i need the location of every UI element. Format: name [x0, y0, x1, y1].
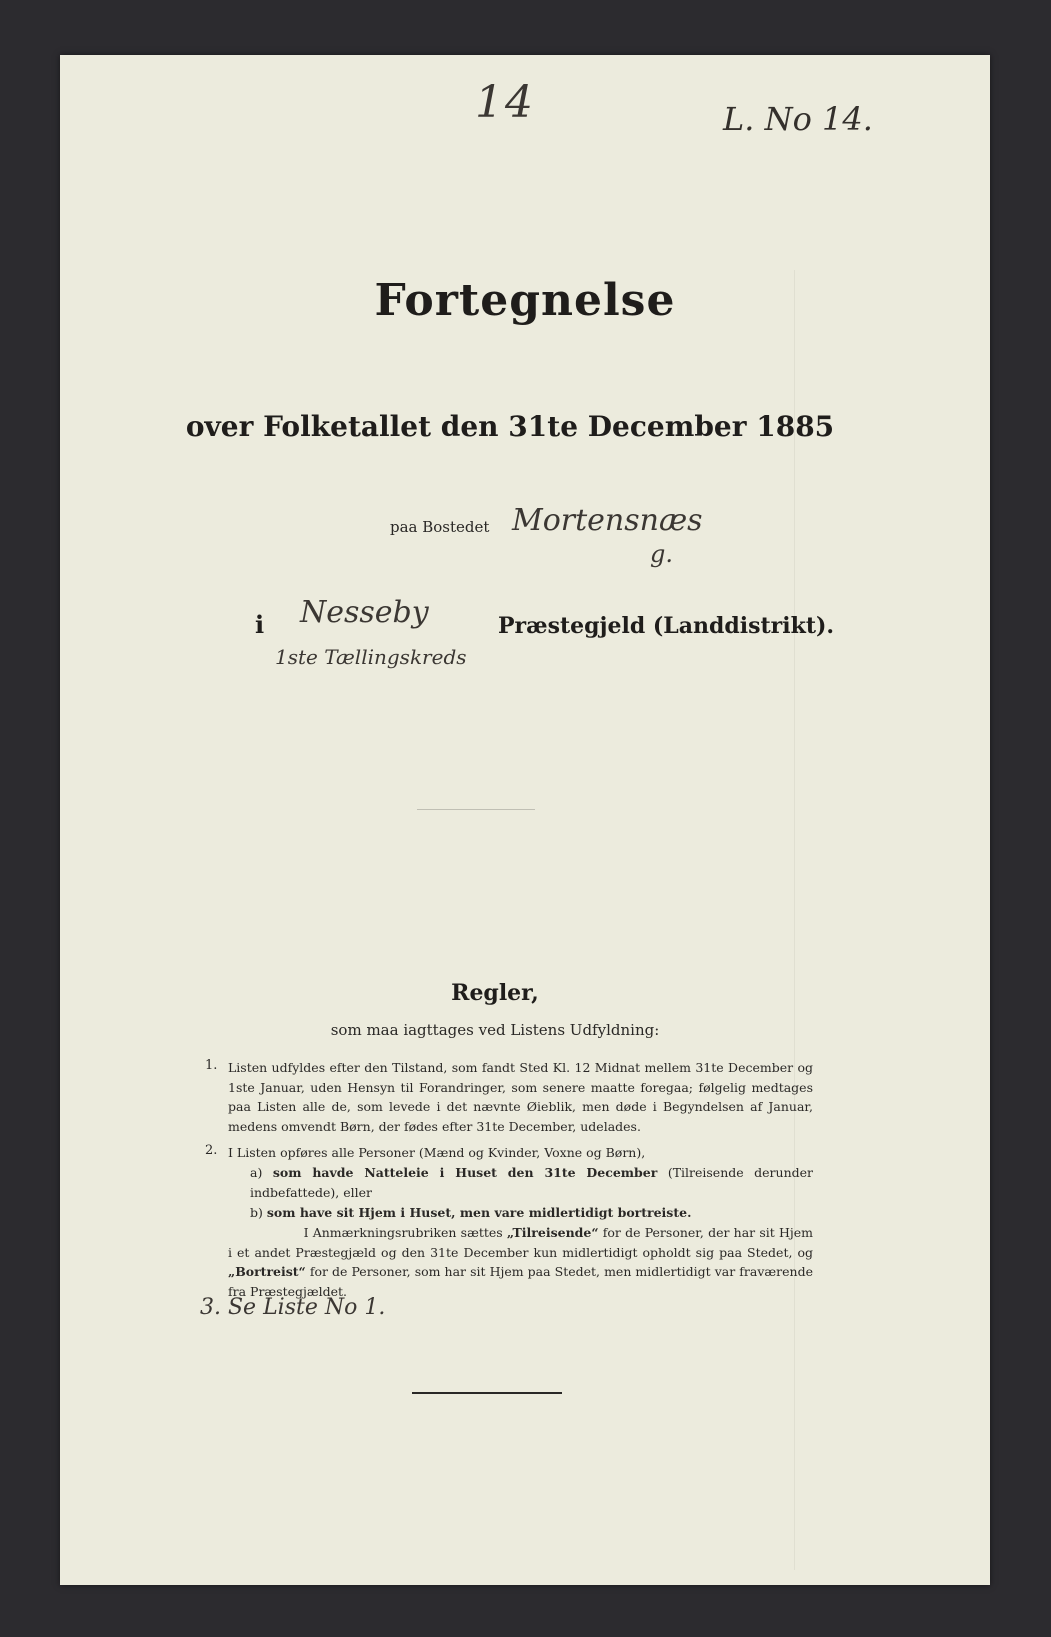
note-bold: „Tilreisende“: [506, 1225, 599, 1240]
rule-text: I Listen opføres alle Personer (Mænd og Kvinder, Voxne og Børn),: [228, 1145, 646, 1160]
rules-intro: som maa iagttages ved Listens Udfyldning:: [330, 1021, 660, 1039]
page-subtitle: over Folketallet den 31te December 1885: [185, 410, 835, 443]
note-part: I Anmærkningsrubriken sættes: [303, 1225, 503, 1240]
list-number: L. No 14.: [723, 100, 873, 138]
pencil-page-number: 14: [475, 77, 535, 128]
subitem-prefix: b): [250, 1205, 263, 1220]
subitem-bold: som havde Natteleie i Huset den 31te December: [272, 1165, 658, 1180]
subitem-prefix: a): [250, 1165, 263, 1180]
prestegjeld-value: Nesseby: [300, 595, 429, 630]
subitem-bold: som have sit Hjem i Huset, men vare midlertidigt bortreiste.: [266, 1205, 692, 1220]
prestegjeld-prefix: i: [255, 610, 265, 639]
bosted-value-suffix: g.: [650, 540, 673, 568]
note-part: for de Personer, som har sit Hjem paa Stedet, men midlertidigt var fraværende fra Præstegjældet.: [228, 1264, 813, 1299]
rule-text: Listen udfyldes efter den Tilstand, som fandt Sted Kl. 12 Midnat mellem 31te December og 1ste Januar, uden Hensyn til Forandringer, som senere maatte foregaa; følgelig medtages paa Listen alle de, som levede i det nævnte Øieblik, men døde i Begyndelsen af Januar, medens omvendt Børn, der fødes efter 31te December, udelades.: [228, 1060, 813, 1134]
rule-number: 2.: [205, 1143, 218, 1158]
rule-number: 1.: [205, 1058, 218, 1073]
rules-heading: Regler,: [451, 980, 539, 1006]
subitem-rest: (Tilreisende derunder indbefattede), eller: [250, 1165, 813, 1200]
rule-subitem-a: [250, 1163, 813, 1202]
rule-note: [228, 1223, 813, 1301]
prestegjeld-label: Præstegjeld (Landdistrikt).: [498, 613, 835, 639]
bosted-label: paa Bostedet: [390, 518, 490, 536]
bosted-value: Mortensnæs: [512, 503, 703, 538]
note-bold: „Bortreist“: [228, 1264, 306, 1279]
divider: [417, 809, 535, 810]
rule-subitem-b: [250, 1203, 813, 1223]
prestegjeld-note: 1ste Tællingskreds: [275, 645, 467, 669]
handwritten-note: 3. Se Liste No 1.: [200, 1295, 386, 1320]
closing-divider: [412, 1392, 562, 1394]
page-title: Fortegnelse: [374, 275, 676, 326]
bleed-through-lines: [794, 270, 915, 1570]
census-form-page: [60, 55, 990, 1585]
note-part: for de Personer, der har sit Hjem i et andet Præstegjæld og den 31te December kun midlertidigt opholdt sig paa Stedet, og: [228, 1225, 813, 1260]
